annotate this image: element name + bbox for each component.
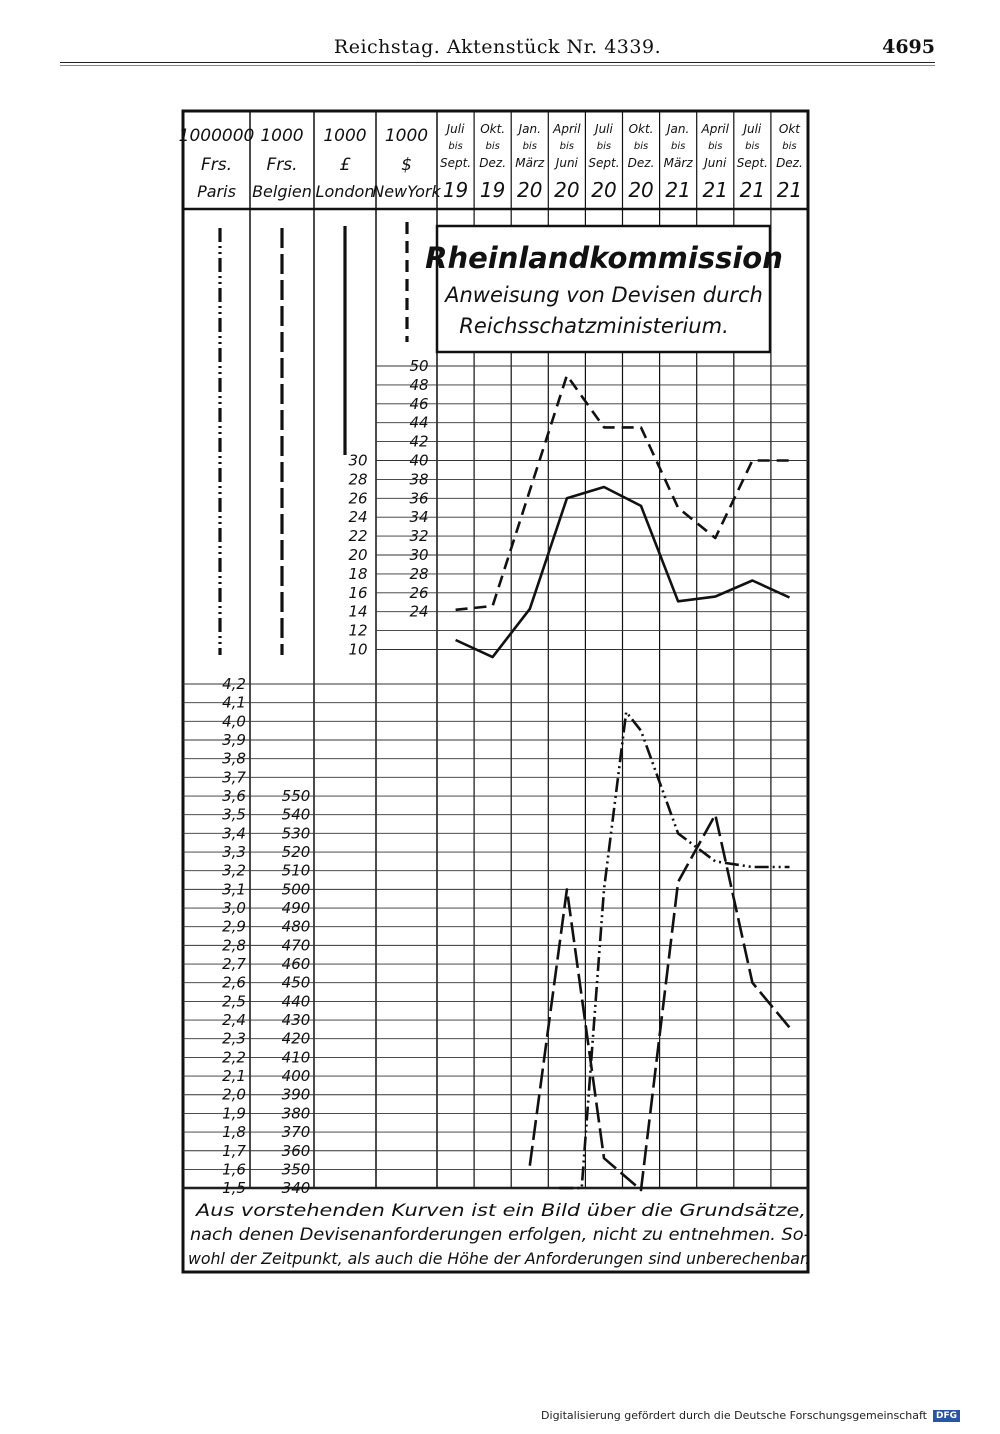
currency-unit: 1000000 [178, 126, 255, 146]
tick-paris: 3,4 [222, 824, 246, 843]
tick-paris: 2,9 [222, 917, 246, 936]
tick-london: 16 [348, 583, 368, 602]
period-end: Dez. [479, 156, 507, 170]
tick-newyork: 34 [409, 508, 429, 527]
tick-belgien: 450 [281, 973, 311, 992]
period-year: 20 [517, 178, 543, 202]
period-bis: bis [448, 141, 463, 152]
tick-newyork: 40 [409, 451, 429, 470]
period-end: Dez. [627, 156, 655, 170]
period-year: 20 [628, 178, 654, 202]
period-year: 19 [479, 178, 506, 202]
tick-london: 22 [348, 527, 368, 546]
period-start: Okt. [480, 122, 506, 136]
tick-paris: 3,9 [222, 731, 246, 750]
period-bis: bis [782, 141, 797, 152]
tick-newyork: 30 [409, 546, 429, 564]
chart-subtitle-1: Anweisung von Devisen durch [445, 283, 763, 307]
tick-newyork: 36 [409, 489, 429, 508]
period-bis: bis [633, 141, 649, 152]
chart-note [188, 1201, 810, 1268]
currency-unit: 1000 [260, 126, 304, 146]
period-start: Juli [743, 122, 762, 136]
tick-paris: 2,8 [222, 936, 246, 955]
tick-belgien: 390 [281, 1085, 311, 1104]
period-bis: bis [745, 141, 760, 152]
currency-place: NewYork [372, 182, 441, 201]
period-year: 20 [554, 178, 580, 202]
chart-subtitle-2: Reichsschatzministerium. [459, 314, 729, 338]
period-end: Sept. [736, 156, 768, 170]
tick-paris: 3,5 [222, 805, 246, 824]
tick-paris: 1,9 [222, 1104, 246, 1123]
chart-grid [183, 366, 808, 1188]
tick-belgien: 360 [281, 1141, 311, 1160]
tick-paris: 2,2 [222, 1048, 246, 1067]
series-line-paris [559, 712, 789, 1188]
tick-paris: 2,1 [222, 1067, 246, 1086]
period-year: 21 [739, 178, 766, 202]
tick-paris: 3,8 [222, 749, 246, 768]
tick-paris: 4,1 [222, 693, 246, 712]
period-year: 20 [591, 178, 617, 202]
period-start: Juli [446, 122, 465, 136]
period-year: 21 [776, 178, 803, 202]
period-year: 21 [665, 178, 691, 202]
tick-newyork: 46 [409, 394, 429, 413]
tick-belgien: 530 [281, 824, 311, 843]
tick-paris: 2,3 [222, 1029, 246, 1048]
tick-london: 24 [348, 508, 368, 527]
tick-paris: 1,8 [222, 1123, 246, 1142]
tick-london: 12 [348, 621, 368, 640]
tick-belgien: 430 [281, 1011, 311, 1030]
period-bis: bis [485, 141, 500, 152]
currency-name: Frs. [200, 155, 233, 175]
tick-newyork: 50 [409, 357, 429, 375]
tick-newyork: 28 [409, 564, 429, 583]
tick-belgien: 480 [281, 917, 311, 936]
period-start: Juli [595, 122, 613, 136]
tick-belgien: 500 [281, 880, 311, 899]
dfg-logo: DFG [933, 1410, 960, 1422]
tick-belgien: 400 [281, 1067, 311, 1086]
note-line-2: nach denen Devisenanforderungen erfolgen, nicht zu entnehmen. So- [190, 1225, 810, 1245]
period-start: Okt [778, 122, 801, 136]
currency-place: Paris [197, 182, 236, 201]
period-end: Juni [704, 156, 727, 170]
tick-newyork: 24 [409, 602, 429, 621]
tick-paris: 3,2 [222, 861, 246, 880]
column-headers [179, 122, 803, 202]
period-bis: bis [522, 141, 537, 152]
note-line-1: Aus vorstehenden Kurven ist ein Bild über die Grundsätze, [194, 1201, 807, 1221]
period-start: Jan. [518, 122, 541, 136]
currency-name: Frs. [266, 155, 298, 175]
tick-belgien: 340 [281, 1179, 311, 1198]
tick-belgien: 490 [281, 899, 311, 918]
tick-london: 14 [348, 602, 368, 621]
tick-paris: 3,1 [222, 880, 246, 899]
period-end: Sept. [439, 156, 472, 170]
period-start: Okt. [628, 122, 654, 136]
period-start: April [701, 122, 729, 136]
period-end: Juni [555, 156, 578, 170]
period-start: April [553, 122, 581, 136]
period-bis: bis [559, 141, 575, 152]
page-number: 4695 [882, 36, 935, 58]
tick-belgien: 520 [281, 843, 311, 862]
period-end: Dez. [776, 156, 803, 170]
tick-newyork: 48 [409, 375, 429, 394]
tick-paris: 2,5 [222, 992, 246, 1011]
tick-belgien: 470 [281, 936, 311, 955]
tick-paris: 1,5 [222, 1179, 246, 1198]
tick-belgien: 550 [281, 787, 311, 806]
tick-paris: 2,4 [222, 1011, 246, 1030]
tick-paris: 3,7 [222, 768, 246, 787]
currency-name: $ [401, 155, 412, 175]
period-bis: bis [708, 141, 723, 152]
tick-newyork: 38 [409, 470, 429, 489]
currency-name: £ [339, 155, 351, 175]
currency-place: London [315, 182, 375, 201]
period-bis: bis [670, 141, 686, 152]
note-line-3: wohl der Zeitpunkt, als auch die Höhe der Anforderungen sind unberechenbar. [188, 1249, 810, 1268]
tick-newyork: 44 [409, 413, 429, 432]
tick-belgien: 420 [281, 1029, 311, 1048]
period-end: März [663, 156, 693, 170]
tick-paris: 2,0 [222, 1085, 246, 1104]
tick-newyork: 42 [409, 432, 429, 451]
tick-paris: 3,3 [222, 843, 246, 862]
tick-belgien: 440 [281, 992, 311, 1011]
tick-belgien: 510 [281, 861, 311, 880]
tick-london: 28 [348, 470, 368, 489]
period-start: Jan. [666, 122, 690, 136]
tick-paris: 3,0 [222, 899, 246, 918]
tick-paris: 4,2 [222, 675, 246, 693]
tick-paris: 1,6 [222, 1160, 246, 1179]
tick-belgien: 540 [281, 805, 311, 824]
tick-paris: 4,0 [222, 712, 246, 731]
tick-paris: 2,7 [222, 955, 246, 974]
running-title: Reichstag. Aktenstück Nr. 4339. [333, 36, 662, 58]
period-end: März [515, 156, 545, 170]
period-bis: bis [596, 141, 612, 152]
currency-unit: 1000 [323, 126, 367, 146]
tick-newyork: 26 [409, 583, 429, 602]
tick-london: 26 [348, 489, 368, 508]
tick-belgien: 350 [281, 1160, 311, 1179]
digitization-credit [541, 1409, 960, 1422]
tick-belgien: 460 [281, 955, 311, 974]
tick-london: 20 [348, 546, 368, 564]
tick-paris: 2,6 [222, 973, 246, 992]
tick-paris: 1,7 [222, 1141, 246, 1160]
title-box [425, 226, 783, 352]
chart-title: Rheinlandkommission [425, 241, 783, 275]
tick-london: 18 [348, 564, 368, 583]
tick-belgien: 380 [281, 1104, 311, 1123]
credit-text: Digitalisierung gefördert durch die Deutsche Forschungsgemeinschaft [541, 1409, 927, 1422]
period-year: 19 [442, 178, 469, 202]
tick-paris: 3,6 [222, 787, 246, 806]
period-year: 21 [702, 178, 728, 202]
tick-belgien: 410 [281, 1048, 311, 1067]
tick-london: 30 [348, 451, 368, 470]
currency-place: Belgien [252, 182, 312, 201]
period-end: Sept. [588, 156, 620, 170]
tick-belgien: 370 [281, 1123, 311, 1142]
tick-london: 10 [348, 640, 368, 659]
tick-newyork: 32 [409, 527, 429, 546]
currency-unit: 1000 [384, 126, 429, 146]
